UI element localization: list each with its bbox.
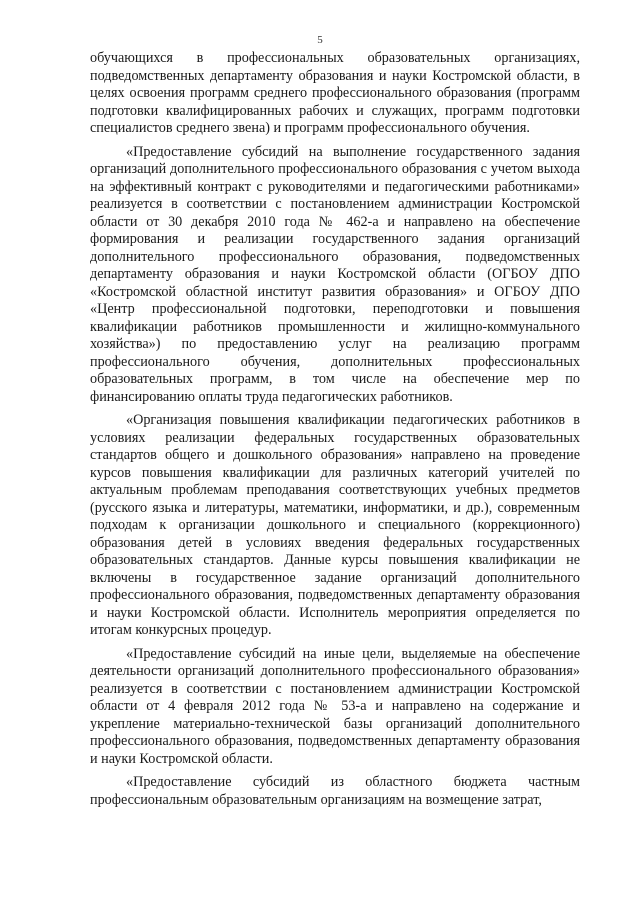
paragraph-subsidies-state-assignment: «Предоставление субсидий на выполнение государственного задания организаций дополнительного профессионального образования с учетом выхода на эффективный контракт с руководителями и педагогическими работниками» реализуется в соответствии с постановлением администрации Костромской области от 30 декабря 2010 года № 462-а и направлено на обеспечение формирования и реализации государственного задания организаций дополнительного профессионального образования, подведомственных департаменту образования и науки Костромской области (ОГБОУ ДПО «Костромской областной институт развития образования» и ОГБОУ ДПО «Центр профессиональной подготовки, переподготовки и повышения квалификации работников промышленности и жилищно-коммунального хозяйства») по предоставлению услуг на реализацию программ профессионального обучения, дополнительных профессиональных образовательных программ, в том числе на обеспечение мер по финансированию оплаты труда педагогических работников. bbox=[90, 143, 580, 405]
paragraph-subsidies-private-organizations: «Предоставление субсидий из областного бюджета частным профессиональным образовательным организациям на возмещение затрат, bbox=[90, 774, 580, 808]
paragraph-teacher-qualification: «Организация повышения квалификации педагогических работников в условиях реализации федеральных государственных образовательных стандартов общего и дошкольного образования» направлено на проведение курсов повышения квалификации для различных категорий учителей по актуальным проблемам преподавания соответствующих учебных предметов (русского языка и литературы, математики, информатики, и др.), современным подходам к организации дошкольного и специального (коррекционного) образования детей в условиях введения федеральных государственных образовательных стандартов. Данные курсы повышения квалификации не включены в государственное задание организаций дополнительного профессионального образования, подведомственных департаменту образования и науки Костромской области. Исполнитель мероприятия определяется по итогам конкурсных процедур. bbox=[90, 412, 580, 638]
document-body bbox=[90, 50, 580, 815]
paragraph-continuation: обучающихся в профессиональных образовательных организациях, подведомственных департаменту образования и науки Костромской области, в целях освоения программ среднего профессионального образования (программ подготовки квалифицированных рабочих и служащих, программ подготовки специалистов среднего звена) и программ профессионального обучения. bbox=[90, 50, 580, 136]
paragraph-subsidies-other-purposes: «Предоставление субсидий на иные цели, выделяемые на обеспечение деятельности организаций дополнительного профессионального образования» реализуется в соответствии с постановлением администрации Костромской области от 4 февраля 2012 года № 53-а и направлено на содержание и укрепление материально-технической базы организаций дополнительного профессионального образования, подведомственных департаменту образования и науки Костромской области. bbox=[90, 645, 580, 767]
page-number: 5 bbox=[317, 34, 323, 46]
